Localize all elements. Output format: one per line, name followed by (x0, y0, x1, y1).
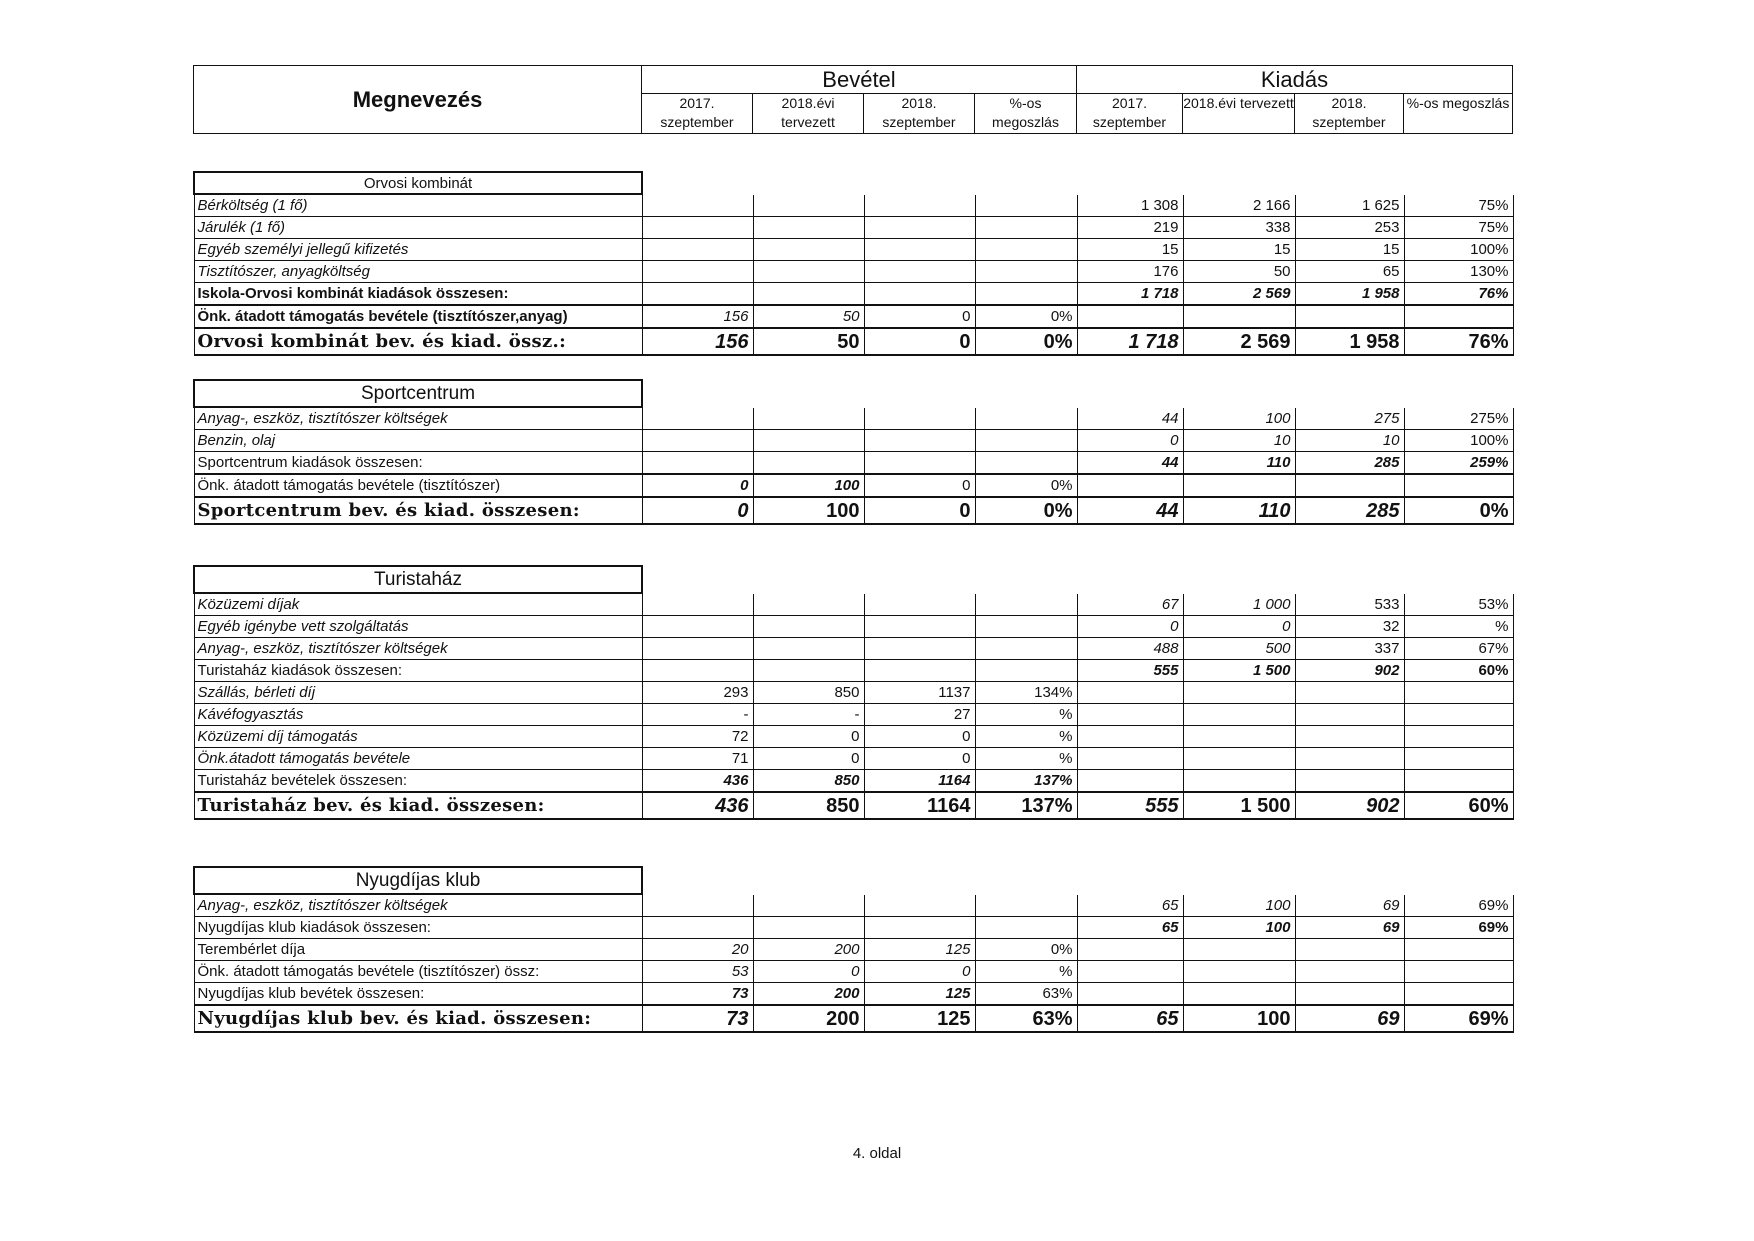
table-row-subtotal: Turistaház bevételek összesen: 436 850 1164 137% (194, 770, 1513, 793)
col-heading: 2018.évi tervezett (1183, 94, 1295, 134)
orvosi-table (193, 171, 1514, 356)
megnevezes-heading: Megnevezés (194, 66, 642, 134)
table-row: Önk. átadott támogatás bevétele (tisztítószer) össz: 53 0 0 % (194, 961, 1513, 983)
table-row-subtotal: Turistaház kiadások összesen: 555 1 500 902 60% (194, 660, 1513, 682)
table-row: Egyéb igénybe vett szolgáltatás 0 0 32 % (194, 616, 1513, 638)
kiadas-heading: Kiadás (1077, 66, 1513, 94)
col-heading: %-os megoszlás (975, 94, 1077, 134)
section-title: Sportcentrum (194, 380, 642, 407)
table-row: Anyag-, eszköz, tisztítószer költségek 44 100 275 275% (194, 407, 1513, 430)
section-title: Turistaház (194, 566, 642, 593)
table-row-total: Nyugdíjas klub bev. és kiad. összesen: 73 200 125 63% 65 100 69 69% (194, 1005, 1513, 1032)
sportcentrum-table (193, 379, 1514, 525)
table-row: Önk. átadott támogatás bevétele (tisztítószer) 0 100 0 0% (194, 474, 1513, 497)
turistahaz-table (193, 565, 1514, 820)
table-row: Szállás, bérleti díj 293 850 1137 134% (194, 682, 1513, 704)
table-row-subtotal: Nyugdíjas klub kiadások összesen: 65 100 69 69% (194, 917, 1513, 939)
table-row: Közüzemi díj támogatás 72 0 0 % (194, 726, 1513, 748)
table-row: Tisztítószer, anyagköltség 176 50 65 130% (194, 261, 1513, 283)
table-row: Egyéb személyi jellegű kifizetés 15 15 15 100% (194, 239, 1513, 261)
table-row-subtotal: Nyugdíjas klub bevétek összesen: 73 200 125 63% (194, 983, 1513, 1006)
col-heading: 2017. szeptember (642, 94, 753, 134)
table-row: Közüzemi díjak 67 1 000 533 53% (194, 593, 1513, 616)
table-row: Járulék (1 fő) 219 338 253 75% (194, 217, 1513, 239)
col-heading: 2017. szeptember (1077, 94, 1183, 134)
col-heading: 2018. szeptember (1295, 94, 1404, 134)
table-row-subtotal: Sportcentrum kiadások összesen: 44 110 285 259% (194, 452, 1513, 475)
table-row-total: Sportcentrum bev. és kiad. összesen: 0 100 0 0% 44 110 285 0% (194, 497, 1513, 524)
col-heading: %-os megoszlás (1404, 94, 1513, 134)
bevetel-heading: Bevétel (642, 66, 1077, 94)
table-row-subtotal: Iskola-Orvosi kombinát kiadások összesen: 1 718 2 569 1 958 76% (194, 283, 1513, 306)
table-row: Bérköltség (1 fő) 1 308 2 166 1 625 75% (194, 194, 1513, 217)
page-number: 4. oldal (852, 1145, 902, 1162)
table-row-total: Orvosi kombinát bev. és kiad. össz.: 156 50 0 0% 1 718 2 569 1 958 76% (194, 328, 1513, 355)
table-row: Anyag-, eszköz, tisztítószer költségek 65 100 69 69% (194, 894, 1513, 917)
table-row: Terembérlet díja 20 200 125 0% (194, 939, 1513, 961)
section-title: Orvosi kombinát (194, 172, 642, 194)
table-row: Önk. átadott támogatás bevétele (tisztítószer,anyag) 156 50 0 0% (194, 305, 1513, 328)
nyugdijas-klub-table (193, 866, 1514, 1033)
col-heading: 2018. szeptember (864, 94, 975, 134)
table-row: Benzin, olaj 0 10 10 100% (194, 430, 1513, 452)
table-row: Kávéfogyasztás - - 27 % (194, 704, 1513, 726)
table-row-total: Turistaház bev. és kiad. összesen: 436 850 1164 137% 555 1 500 902 60% (194, 792, 1513, 819)
col-heading: 2018.évi tervezett (753, 94, 864, 134)
section-title: Nyugdíjas klub (194, 867, 642, 894)
header-table (193, 65, 1513, 134)
table-row: Anyag-, eszköz, tisztítószer költségek 488 500 337 67% (194, 638, 1513, 660)
table-row: Önk.átadott támogatás bevétele 71 0 0 % (194, 748, 1513, 770)
